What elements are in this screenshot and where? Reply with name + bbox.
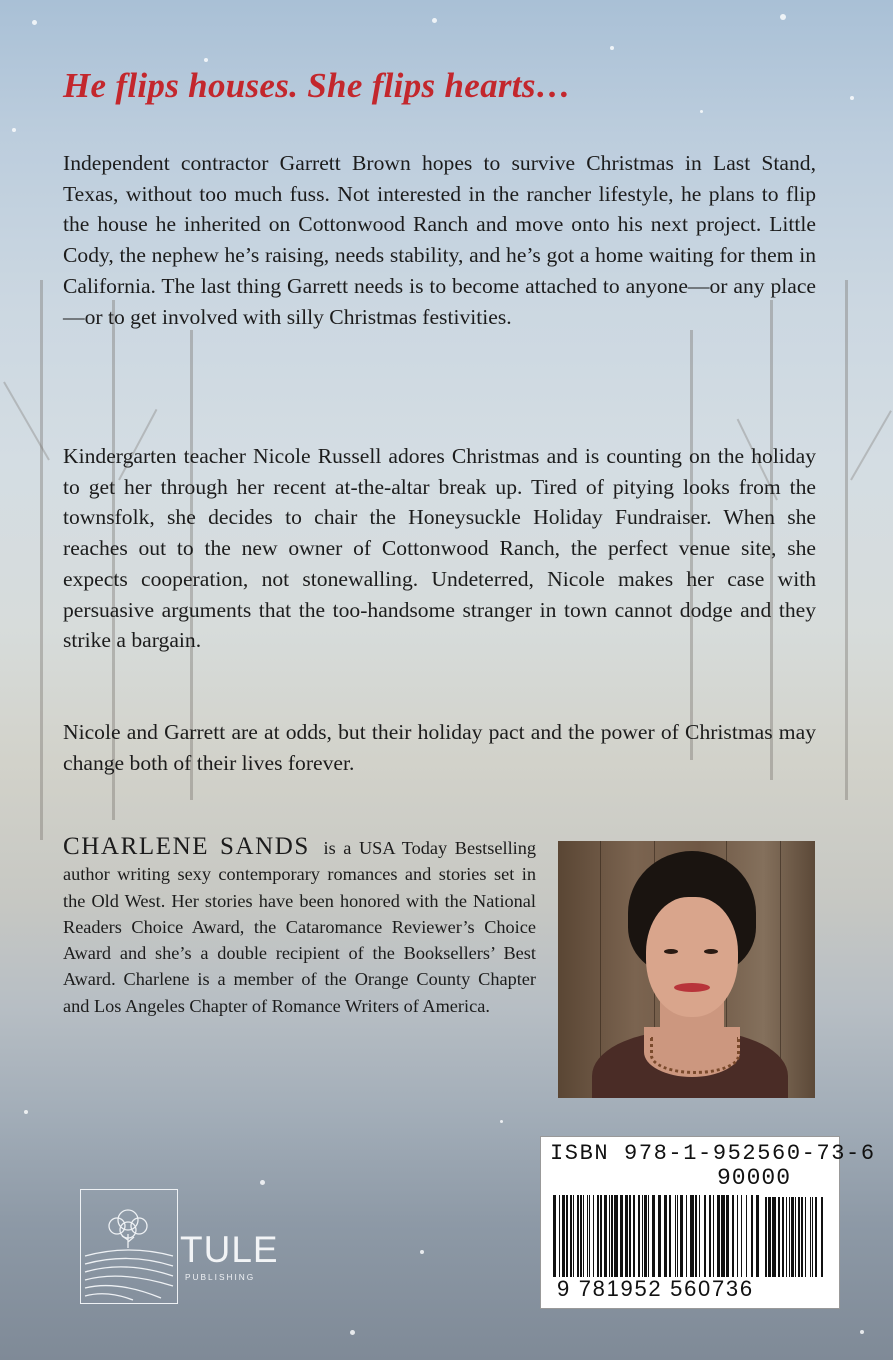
portrait-eye — [664, 949, 678, 954]
barcode-bar — [573, 1195, 574, 1277]
barcode-bar — [768, 1197, 771, 1277]
tree-fields-icon — [81, 1190, 177, 1303]
barcode-bar — [604, 1195, 607, 1277]
barcode-bar — [737, 1195, 738, 1277]
barcode-bar — [589, 1195, 590, 1277]
barcode-bar — [795, 1197, 796, 1277]
portrait-eye — [704, 949, 718, 954]
barcode-bar — [791, 1197, 794, 1277]
barcode-bar — [629, 1195, 631, 1277]
snowflake — [420, 1250, 424, 1254]
barcode-bar — [789, 1197, 790, 1277]
snowflake — [24, 1110, 28, 1114]
ean-number: 9 781952 560736 — [557, 1276, 754, 1301]
barcode-bar — [600, 1195, 602, 1277]
barcode-bar — [633, 1195, 635, 1277]
barcode-bar — [614, 1195, 618, 1277]
author-photo — [558, 841, 815, 1098]
barcode-bar — [778, 1197, 780, 1277]
snowflake — [350, 1330, 355, 1335]
barcode-bar — [562, 1195, 565, 1277]
barcode-bar — [726, 1195, 729, 1277]
tree-silhouette — [845, 280, 848, 800]
barcode-bar — [642, 1195, 643, 1277]
barcode-bar — [638, 1195, 640, 1277]
barcode-bar — [648, 1195, 649, 1277]
barcode-bar — [580, 1195, 582, 1277]
barcode-bar — [821, 1197, 823, 1277]
barcode-bar — [644, 1195, 647, 1277]
barcode-bar — [669, 1195, 671, 1277]
barcode-main-bars — [553, 1195, 759, 1277]
isbn-label: ISBN 978-1-952560-73-6 — [550, 1141, 876, 1166]
barcode-bar — [625, 1195, 628, 1277]
barcode-bar — [709, 1195, 711, 1277]
tree-branch — [850, 410, 892, 480]
barcode-bar — [786, 1197, 787, 1277]
isbn-barcode — [540, 1136, 876, 1309]
barcode-bar — [798, 1197, 800, 1277]
barcode-bar — [680, 1195, 683, 1277]
blurb-paragraph-1: Independent contractor Garrett Brown hopes to survive Christmas in Last Stand, Texas, without too much fuss. Not interested in the rancher lifestyle, he plans to flip the house he inherited on Cottonwood Ranch and move onto his next project. Little Cody, the nephew he’s raising, needs stability, and he’s got a home waiting for them in California. The last thing Garrett needs is to become attached to anyone—or any place—or to get involved with silly Christmas festivities. — [63, 151, 816, 329]
barcode-bar — [690, 1195, 694, 1277]
blurb-paragraph-3: Nicole and Garrett are at odds, but their holiday pact and the power of Christmas may change both of their lives forever. — [63, 720, 816, 775]
barcode-bar — [658, 1195, 661, 1277]
barcode-bar — [782, 1197, 784, 1277]
portrait-face — [646, 897, 738, 1017]
barcode-bar — [611, 1195, 613, 1277]
author-name: CHARLENE SANDS — [63, 833, 310, 860]
logo-frame — [80, 1189, 178, 1304]
barcode-bar — [566, 1195, 568, 1277]
barcode-bar — [713, 1195, 714, 1277]
snowflake — [700, 110, 703, 113]
barcode-bar — [751, 1195, 753, 1277]
snowflake — [860, 1330, 864, 1334]
barcode-bar — [810, 1197, 811, 1277]
barcode-bar — [597, 1195, 599, 1277]
barcode-bar — [815, 1197, 817, 1277]
barcode-bar — [801, 1197, 803, 1277]
barcode-bar — [695, 1195, 697, 1277]
author-bio — [63, 834, 536, 1019]
barcode-bar — [583, 1195, 584, 1277]
barcode-bar — [559, 1195, 560, 1277]
barcode-bar — [664, 1195, 667, 1277]
barcode-bar — [756, 1195, 759, 1277]
barcode-bar — [772, 1197, 776, 1277]
snowflake — [500, 1120, 503, 1123]
portrait-necklace — [650, 1037, 740, 1074]
snowflake — [432, 18, 437, 23]
price-code: 90000 — [717, 1165, 792, 1191]
barcode-bar — [652, 1195, 655, 1277]
barcode-bar — [741, 1195, 742, 1277]
tree-silhouette — [40, 280, 43, 840]
snowflake — [610, 46, 614, 50]
portrait-lips — [674, 983, 710, 992]
barcode-bar — [587, 1195, 588, 1277]
snowflake — [204, 58, 208, 62]
barcode-bar — [717, 1195, 720, 1277]
tagline: He flips houses. She flips hearts… — [63, 66, 572, 105]
publisher-subtitle: PUBLISHING — [185, 1272, 256, 1282]
barcode-bar — [593, 1195, 594, 1277]
barcode-bar — [609, 1195, 610, 1277]
barcode-bar — [699, 1195, 700, 1277]
barcode-bar — [765, 1197, 767, 1277]
barcode-bar — [812, 1197, 813, 1277]
barcode-bar — [553, 1195, 556, 1277]
barcode-bar — [704, 1195, 706, 1277]
blurb-paragraph-2: Kindergarten teacher Nicole Russell adores Christmas and is counting on the holiday to get her through her recent at-the-altar break up. Tired of pitying looks from the townsfolk, she decides to chair the Honeysuckle Holiday Fundraiser. When she reaches out to the new owner of Cottonwood Ranch, the perfect venue site, she expects cooperation, not stonewalling. Undeterred, Nicole makes her case with persuasive arguments that the too-handsome stranger in town cannot dodge and they strike a bargain. — [63, 444, 816, 653]
snowflake — [12, 128, 16, 132]
barcode-bar — [732, 1195, 734, 1277]
barcode-bar — [675, 1195, 676, 1277]
barcode-bar — [677, 1195, 678, 1277]
barcode-addon-bars — [765, 1197, 827, 1277]
barcode-bar — [721, 1195, 725, 1277]
snowflake — [260, 1180, 265, 1185]
snowflake — [780, 14, 786, 20]
barcode-bar — [620, 1195, 623, 1277]
barcode-bar — [570, 1195, 572, 1277]
publisher-name: TULE — [180, 1229, 279, 1270]
barcode-bar — [746, 1195, 747, 1277]
snowflake — [32, 20, 37, 25]
author-bio-text: is a USA Today Bestselling author writing sexy contemporary romances and stories set in the Old West. Her stories have been honored with the National Readers Choice Award, the Cataromance Reviewer’s Choice Award and she’s a double recipient of the Booksellers’ Best Award. Charlene is a member of the Orange County Chapter and Los Angeles Chapter of Romance Writers of America. — [63, 838, 537, 1016]
barcode-bar — [686, 1195, 687, 1277]
barcode-bar — [805, 1197, 806, 1277]
snowflake — [850, 96, 854, 100]
barcode-bar — [577, 1195, 579, 1277]
